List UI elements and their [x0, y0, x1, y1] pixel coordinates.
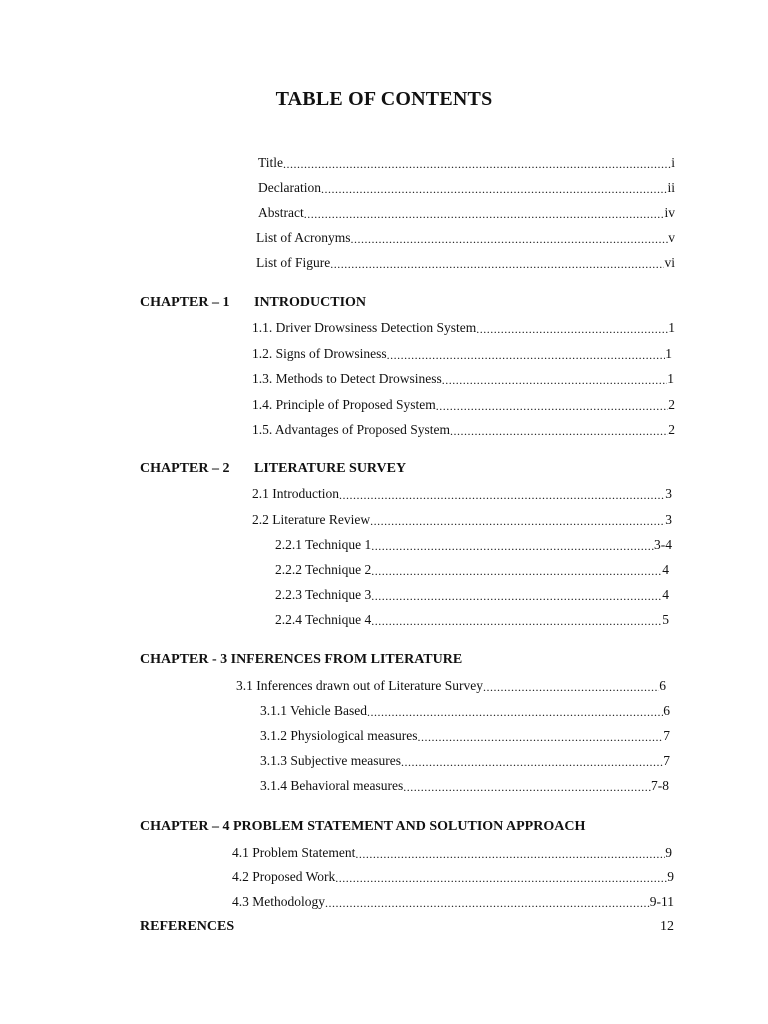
toc-entry-list-of-figure[interactable]: [256, 254, 675, 272]
entry-page: 3: [665, 486, 672, 501]
toc-entry-1-4[interactable]: [252, 396, 675, 414]
dot-leader: [442, 370, 668, 388]
entry-page: i: [671, 155, 675, 170]
toc-entry-declaration[interactable]: [258, 179, 675, 197]
entry-label: 2.2.4 Technique 4: [275, 612, 372, 627]
entry-page: 1: [668, 320, 675, 335]
entry-page: 3-4: [654, 537, 672, 552]
dot-leader: [371, 536, 654, 554]
entry-label: 4.3 Methodology: [232, 894, 325, 909]
entry-label: Title: [258, 155, 284, 170]
chapter-name: PROBLEM STATEMENT AND SOLUTION APPROACH: [232, 819, 586, 834]
dot-leader: [339, 485, 665, 503]
dot-leader: [355, 844, 665, 862]
toc-entry-4-3[interactable]: [232, 893, 674, 911]
dot-leader: [371, 561, 662, 579]
chapter-number: CHAPTER – 2: [140, 461, 230, 476]
entry-label: 1.5. Advantages of Proposed System: [252, 422, 450, 437]
dot-leader: [283, 154, 671, 172]
toc-entry-4-2[interactable]: [232, 868, 674, 886]
entry-page: 2: [668, 422, 675, 437]
toc-entry-2-2-3[interactable]: [275, 586, 669, 604]
entry-page: 7: [663, 753, 670, 768]
entry-label: 2.2.2 Technique 2: [275, 562, 372, 577]
toc-entry-3-1-4[interactable]: [260, 777, 669, 795]
entry-label: 4.1 Problem Statement: [232, 845, 356, 860]
dot-leader: [371, 586, 662, 604]
chapter-name: INTRODUCTION: [254, 295, 367, 310]
chapter-number: CHAPTER - 3: [140, 652, 228, 667]
entry-page: iv: [664, 205, 675, 220]
chapter-name: LITERATURE SURVEY: [254, 461, 407, 476]
entry-label: 2.2 Literature Review: [252, 512, 371, 527]
dot-leader: [403, 777, 651, 795]
toc-entry-2-1[interactable]: [252, 485, 672, 503]
references-label: REFERENCES: [140, 919, 235, 934]
dot-leader: [483, 677, 659, 695]
references-heading[interactable]: [140, 918, 234, 936]
dot-leader: [417, 727, 663, 745]
entry-label: Declaration: [258, 180, 321, 195]
dot-leader: [370, 511, 665, 529]
chapter-number: CHAPTER – 1: [140, 295, 230, 310]
dot-leader: [387, 345, 666, 363]
entry-label: 1.1. Driver Drowsiness Detection System: [252, 320, 477, 335]
entry-label: 1.4. Principle of Proposed System: [252, 397, 436, 412]
toc-entry-3-1-2[interactable]: [260, 727, 670, 745]
entry-page: 6: [659, 678, 666, 693]
toc-entry-1-1[interactable]: [252, 319, 675, 337]
entry-label: Abstract: [258, 205, 304, 220]
entry-page: 4: [662, 562, 669, 577]
toc-entry-2-2-1[interactable]: [275, 536, 672, 554]
entry-page: 1: [667, 371, 674, 386]
toc-entry-4-1[interactable]: [232, 844, 672, 862]
entry-page: 2: [668, 397, 675, 412]
entry-page: 6: [663, 703, 670, 718]
entry-label: 3.1 Inferences drawn out of Literature Survey: [236, 678, 484, 693]
entry-label: 3.1.4 Behavioral measures: [260, 778, 404, 793]
dot-leader: [304, 204, 665, 222]
entry-page: 9-11: [649, 894, 674, 909]
dot-leader: [476, 319, 668, 337]
toc-entry-1-5[interactable]: [252, 421, 675, 439]
dot-leader: [330, 254, 664, 272]
toc-entry-2-2-2[interactable]: [275, 561, 669, 579]
toc-entry-1-2[interactable]: [252, 345, 672, 363]
toc-entry-2-2-4[interactable]: [275, 611, 669, 629]
entry-page: 7-8: [651, 778, 669, 793]
entry-page: 9: [667, 869, 674, 884]
entry-label: 2.2.1 Technique 1: [275, 537, 372, 552]
toc-entry-3-1-3[interactable]: [260, 752, 670, 770]
dot-leader: [367, 702, 663, 720]
entry-label: 1.3. Methods to Detect Drowsiness: [252, 371, 442, 386]
references-page: 12: [660, 919, 674, 934]
entry-label: 3.1.2 Physiological measures: [260, 728, 418, 743]
toc-entry-title[interactable]: [258, 154, 675, 172]
dot-leader: [436, 396, 669, 414]
toc-entry-abstract[interactable]: [258, 204, 675, 222]
dot-leader: [371, 611, 662, 629]
entry-label: List of Acronyms: [256, 230, 351, 245]
entry-page: 3: [665, 512, 672, 527]
dot-leader: [335, 868, 667, 886]
entry-label: List of Figure: [256, 255, 331, 270]
toc-entry-3-1-1[interactable]: [260, 702, 670, 720]
entry-label: 4.2 Proposed Work: [232, 869, 336, 884]
dot-leader: [401, 752, 663, 770]
chapter-name: INFERENCES FROM LITERATURE: [230, 652, 463, 667]
entry-page: vi: [664, 255, 675, 270]
chapter-4-heading[interactable]: [140, 818, 585, 836]
entry-label: 2.2.3 Technique 3: [275, 587, 372, 602]
entry-label: 3.1.3 Subjective measures: [260, 753, 401, 768]
entry-page: 9: [665, 845, 672, 860]
entry-page: 5: [662, 612, 669, 627]
toc-entry-list-of-acronyms[interactable]: [256, 229, 675, 247]
entry-page: 1: [665, 346, 672, 361]
toc-entry-2-2[interactable]: [252, 511, 672, 529]
entry-page: v: [668, 230, 675, 245]
toc-entry-1-3[interactable]: [252, 370, 674, 388]
page-title: TABLE OF CONTENTS: [275, 88, 493, 110]
entry-label: 1.2. Signs of Drowsiness: [252, 346, 387, 361]
entry-page: 7: [663, 728, 670, 743]
entry-page: ii: [667, 180, 675, 195]
entry-label: 3.1.1 Vehicle Based: [260, 703, 367, 718]
dot-leader: [321, 179, 668, 197]
chapter-1-heading[interactable]: [140, 294, 366, 312]
chapter-number: CHAPTER – 4: [140, 819, 230, 834]
dot-leader: [325, 893, 650, 911]
entry-page: 4: [662, 587, 669, 602]
dot-leader: [351, 229, 669, 247]
toc-entry-3-1[interactable]: [236, 677, 666, 695]
dot-leader: [450, 421, 668, 439]
chapter-2-heading[interactable]: [140, 460, 406, 478]
entry-label: 2.1 Introduction: [252, 486, 339, 501]
chapter-3-heading[interactable]: [140, 651, 462, 669]
